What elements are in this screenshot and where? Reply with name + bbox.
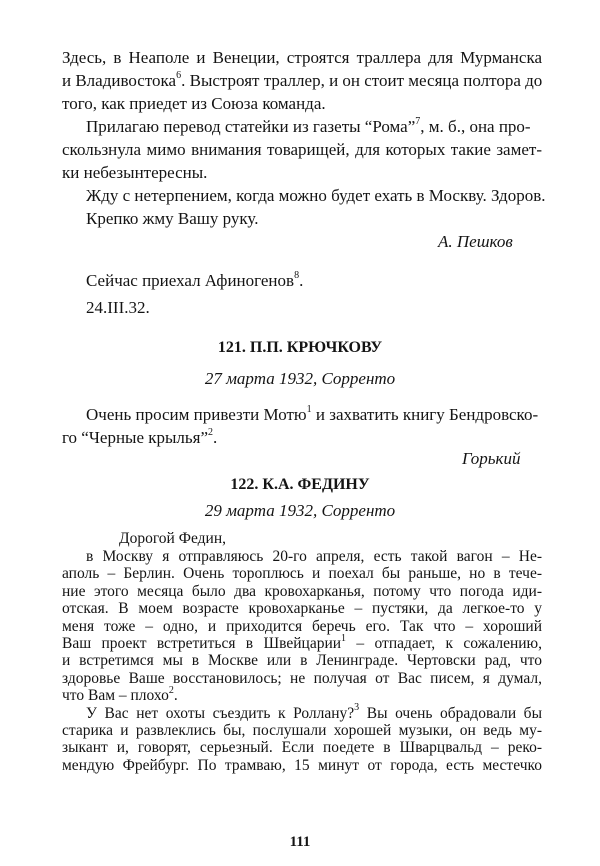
footnote-mark: 3 (354, 702, 360, 714)
text-line: отская. В моем возрасте кровохарканье – пустяки, да легкое-то у (62, 600, 542, 618)
text-line: Очень просим привезти Мотю$^1$ и захватить книгу Бендровско- (86, 404, 539, 424)
letter-date: 24.III.32. (86, 298, 150, 317)
text-line: Ваш проект встретиться в Швейцарии$^1$ – отпадает, к сожалению, (62, 632, 543, 652)
signature: Горький (462, 449, 521, 468)
postscript: Сейчас приехал Афиногенов$^8$. (86, 270, 304, 290)
page-number: 111 (289, 834, 311, 850)
dateline: 29 марта 1932, Сорренто (204, 501, 396, 520)
salutation: Дорогой Федин, (119, 530, 226, 547)
footnote-mark: 8 (294, 270, 300, 282)
text-line: го “Черные крылья”$^2$. (62, 427, 218, 447)
footnote-mark: 7 (415, 116, 421, 128)
text-line: здоровье Ваше восстановилось; не получая от Вас писем, я думал, (62, 669, 542, 687)
signature: А. Пешков (438, 232, 513, 251)
text-line: зыкант и, говорят, серьезный. Если поедете в Шварцвальд – реко- (62, 739, 542, 757)
footnote-mark: 6 (176, 70, 182, 82)
text-line: в Москву я отправляюсь 20-го апреля, есть такой вагон – Не- (86, 548, 542, 565)
text-line: Жду с нетерпением, когда можно будет ехать в Москву. Здоров. (86, 186, 546, 205)
text-line: Крепко жму Вашу руку. (86, 209, 259, 228)
text-line: мендую Фрейбург. По трамваю, 15 минут от города, есть местечко (62, 756, 542, 774)
text-line: У Вас нет охоты съездить к Роллану?$^3$ Вы очень обрадовали бы (86, 702, 542, 722)
text-line: и Владивостока$^6$. Выстроят траллер, и он стоит месяца полтора до (62, 70, 543, 90)
text-line: того, как приедет из Союза команда. (62, 94, 326, 113)
text-line: Здесь, в Неаполе и Венеции, строятся траллера для Мурманска (62, 48, 542, 67)
dateline: 27 марта 1932, Сорренто (204, 369, 396, 388)
text-line: старика и развлеклись бы, послушали хорошей музыки, он ведь му- (62, 722, 542, 739)
letter-heading: 122. К.А. ФЕДИНУ (230, 476, 370, 493)
letter-heading: 121. П.П. КРЮЧКОВУ (217, 339, 383, 356)
text-line: меня тоже – одно, и приходится беречь его. Так что – хороший (62, 617, 542, 635)
text-line: Прилагаю перевод статейки из газеты “Рома”$^7$, м. б., она про- (86, 116, 531, 136)
footnote-mark: 1 (341, 632, 347, 644)
footnote-mark: 2 (168, 685, 174, 697)
text-line: аполь – Берлин. Очень тороплюсь и поехал бы раньше, но в тече- (62, 565, 542, 583)
text-line: скользнула мимо внимания товарищей, для которых такие замет- (62, 140, 542, 159)
footnote-mark: 1 (306, 404, 312, 416)
text-line: и встретимся мы в Москве или в Ленинграде. Чертовски рад, что (62, 652, 542, 670)
footnote-mark: 2 (208, 427, 214, 439)
text-line: ки небезынтересны. (62, 163, 208, 182)
text-line: что Вам – плохо$^2$. (62, 685, 178, 705)
text-line: ние этого месяца было два кровохарканья, потому что погода иди- (62, 582, 542, 600)
